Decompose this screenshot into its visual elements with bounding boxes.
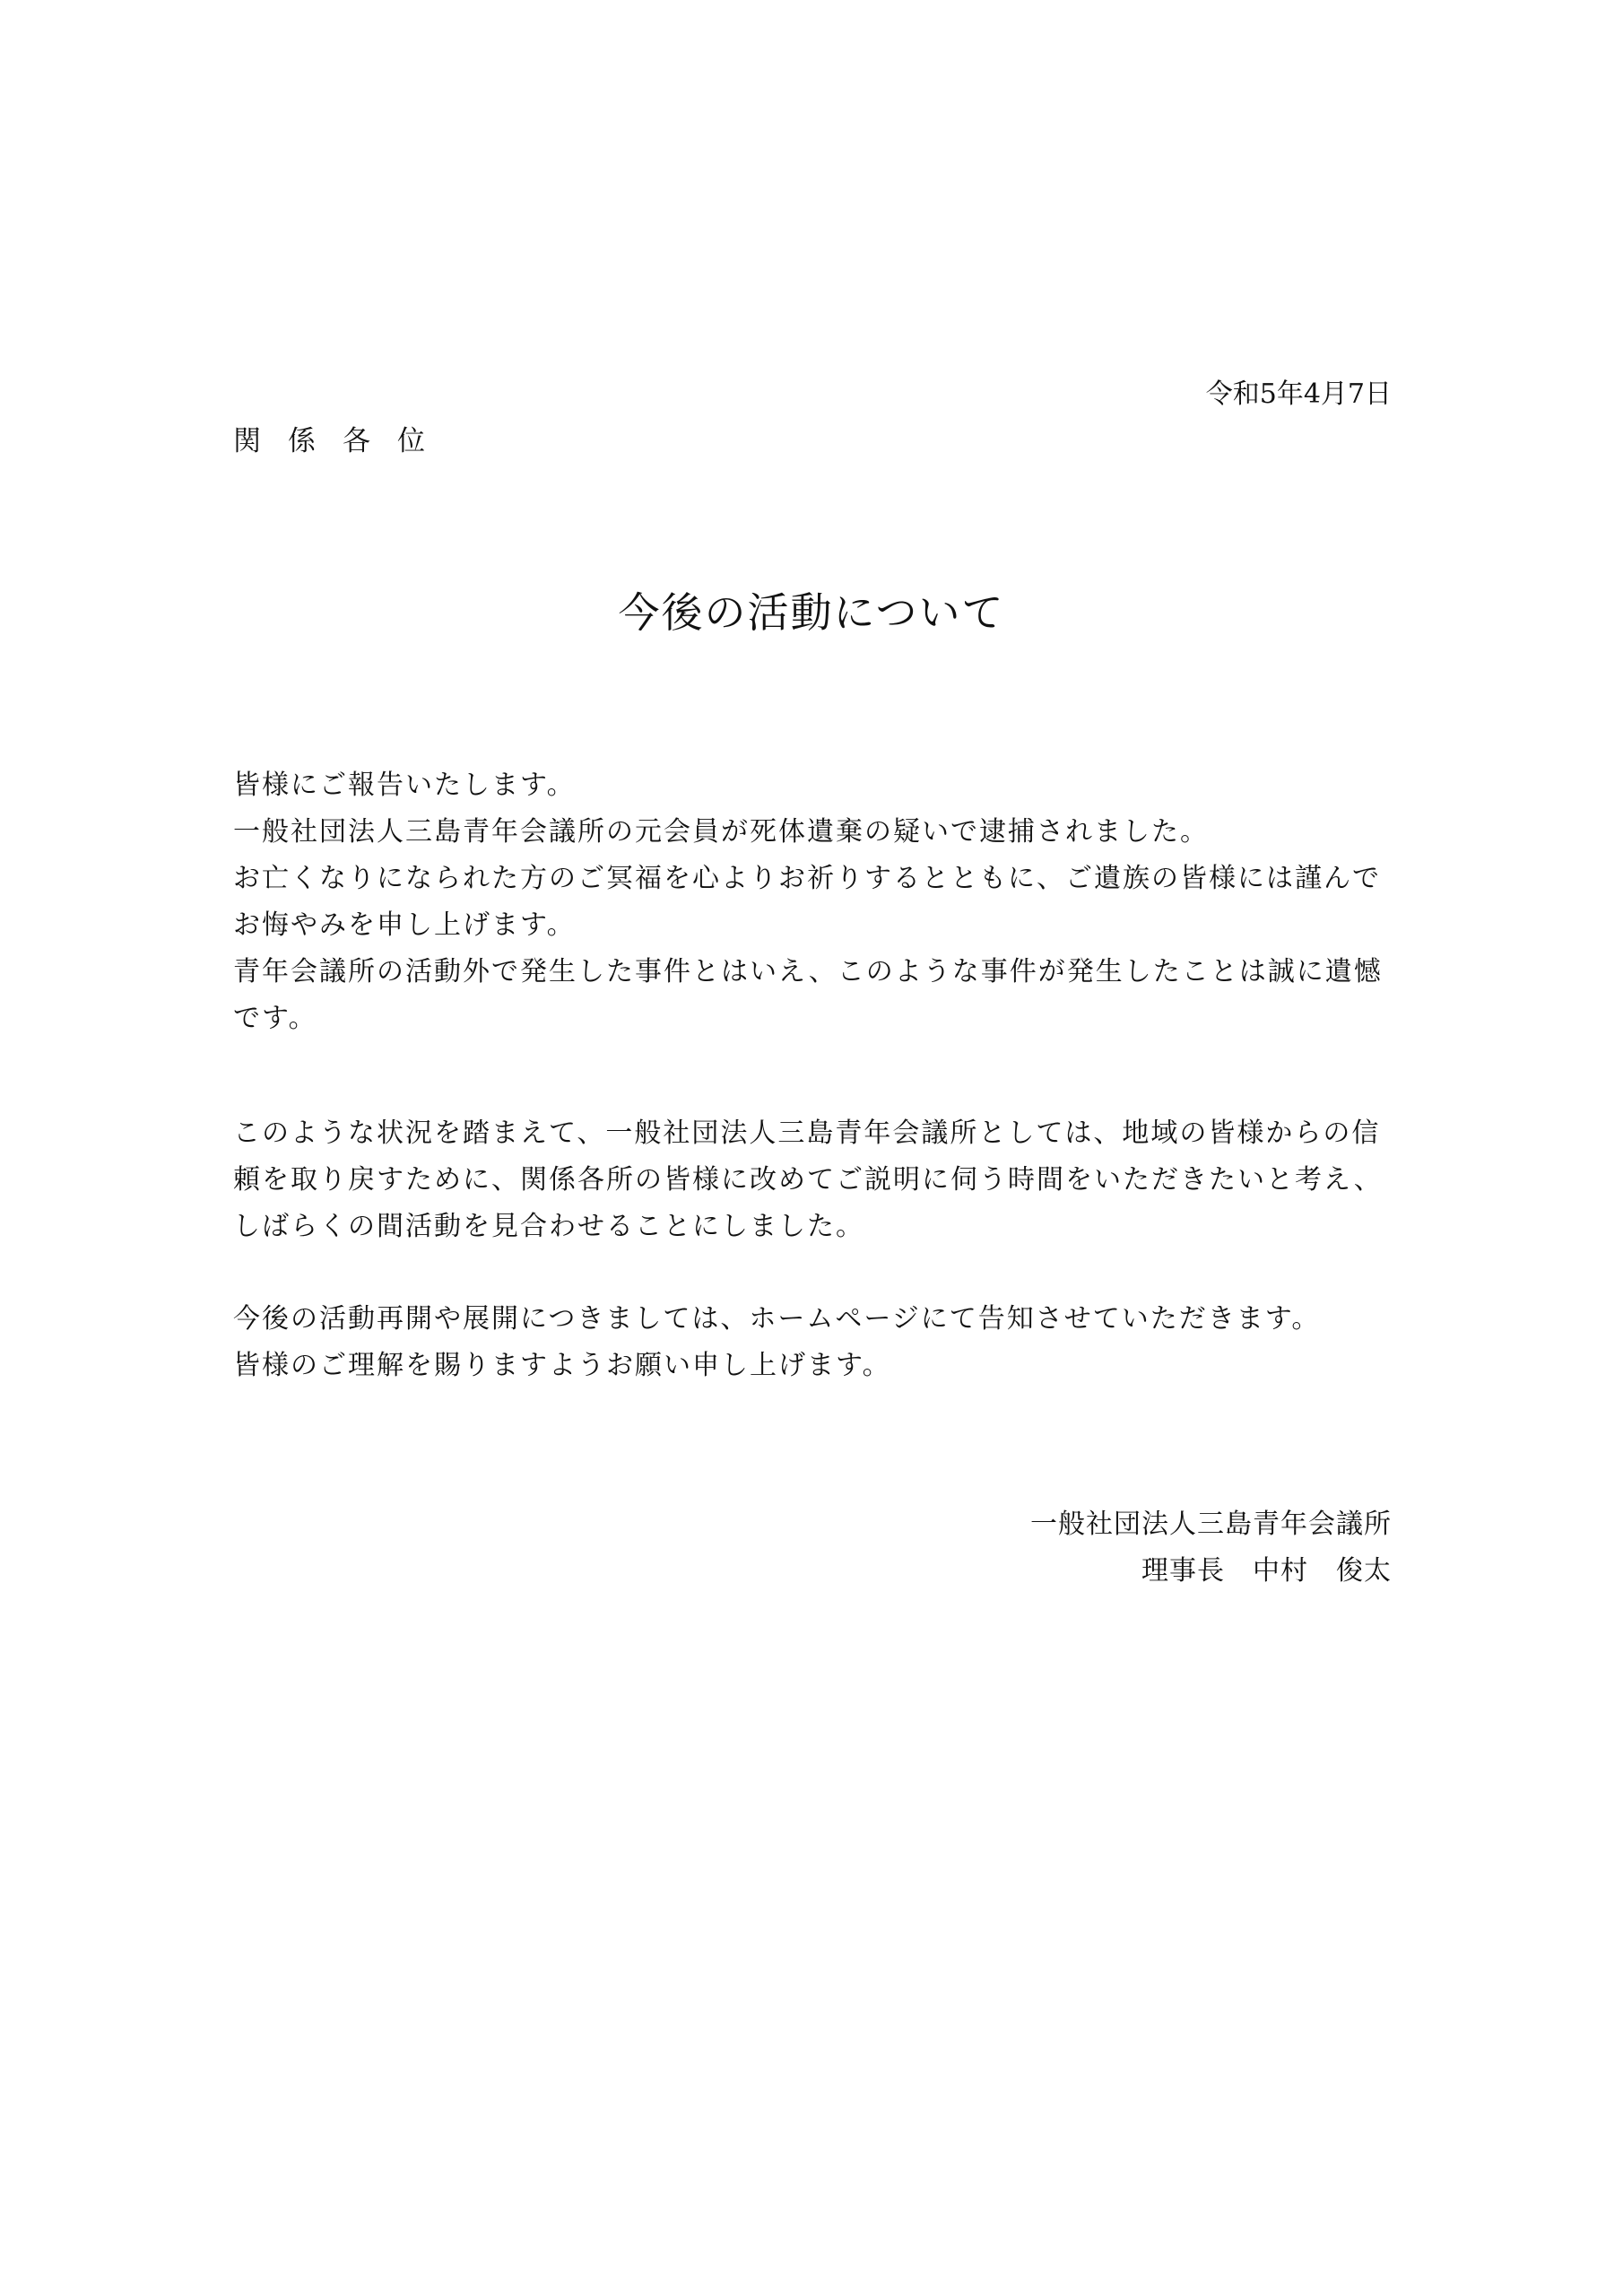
paragraph-line: 今後の活動再開や展開につきましては、ホームページにて告知させていただきます。 (233, 1303, 1321, 1335)
paragraph-line: 皆様にご報告いたします。 (233, 770, 576, 801)
paragraph-line: です。 (233, 1003, 317, 1034)
paragraph-line: お亡くなりになられた方のご冥福を心よりお祈りするとともに、ご遺族の皆様には謹んで (233, 863, 1381, 894)
paragraph-suspension (233, 1110, 1399, 1250)
paragraph-line: しばらくの間活動を見合わせることにしました。 (233, 1211, 864, 1242)
paragraph-line: 青年会議所の活動外で発生した事件とはいえ、このような事件が発生したことは誠に遺憾 (233, 956, 1383, 987)
paragraph-line: このような状況を踏まえて、一般社団法人三島青年会議所としては、地域の皆様からの信 (233, 1118, 1381, 1149)
paragraph-line: 一般社団法人三島青年会議所の元会員が死体遺棄の疑いで逮捕されました。 (233, 816, 1209, 848)
signature-organization: 一般社団法人三島青年会議所 (1030, 1509, 1392, 1540)
signature-block (1030, 1501, 1392, 1595)
paragraph-announcement (233, 1296, 1399, 1389)
paragraph-line: 頼を取り戻すために、関係各所の皆様に改めてご説明に伺う時間をいただきたいと考え、 (233, 1164, 1383, 1196)
addressee: 関係各位 (233, 425, 452, 457)
signature-representative: 理事長 中村 俊太 (1141, 1555, 1392, 1587)
paragraph-report (233, 762, 1399, 1042)
document-date: 令和5年4月7日 (1205, 378, 1392, 410)
paragraph-line: お悔やみを申し上げます。 (233, 909, 576, 941)
document-title: 今後の活動について (618, 588, 1005, 637)
paragraph-line: 皆様のご理解を賜りますようお願い申し上げます。 (233, 1350, 891, 1381)
